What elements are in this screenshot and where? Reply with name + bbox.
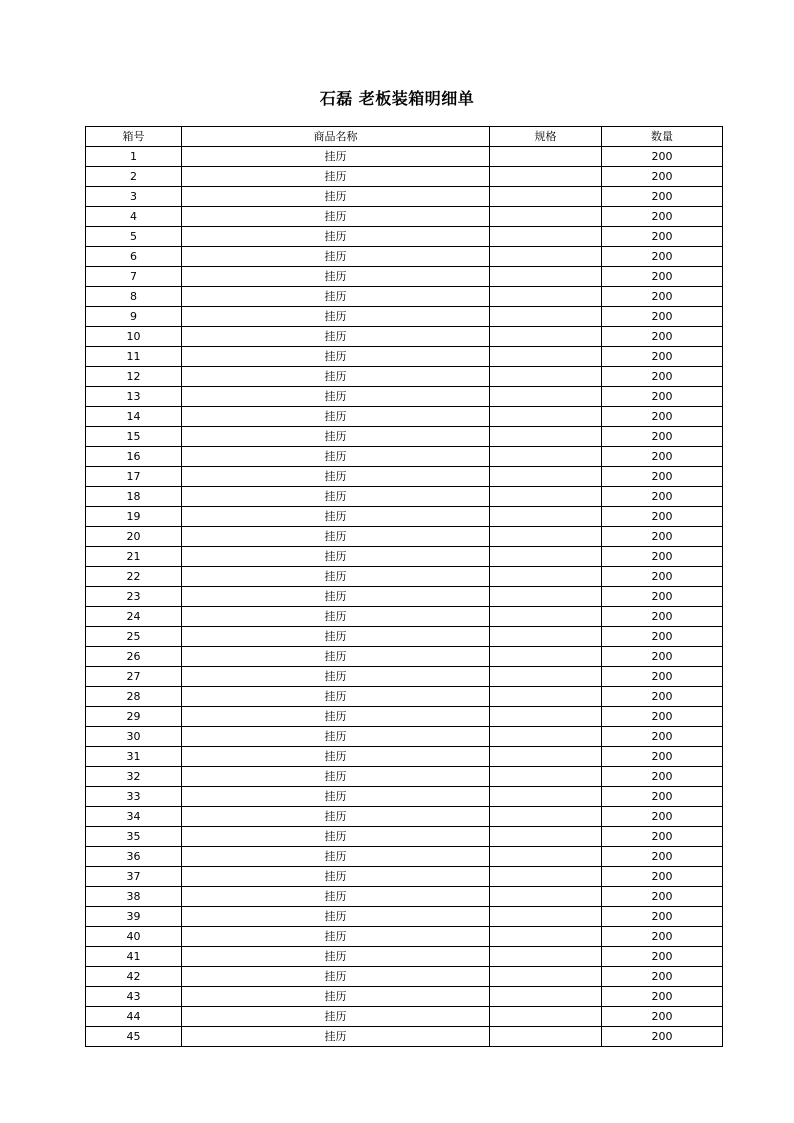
cell-box-no: 38 bbox=[86, 887, 182, 907]
cell-box-no: 1 bbox=[86, 147, 182, 167]
cell-quantity: 200 bbox=[602, 407, 723, 427]
table-row bbox=[86, 787, 723, 807]
cell-box-no: 37 bbox=[86, 867, 182, 887]
table-row bbox=[86, 607, 723, 627]
cell-product-name: 挂历 bbox=[182, 567, 490, 587]
cell-quantity: 200 bbox=[602, 447, 723, 467]
cell-product-name: 挂历 bbox=[182, 467, 490, 487]
cell-box-no: 5 bbox=[86, 227, 182, 247]
table-row bbox=[86, 927, 723, 947]
cell-product-name: 挂历 bbox=[182, 427, 490, 447]
cell-box-no: 14 bbox=[86, 407, 182, 427]
table-row bbox=[86, 727, 723, 747]
table-row bbox=[86, 427, 723, 447]
cell-box-no: 11 bbox=[86, 347, 182, 367]
table-row bbox=[86, 147, 723, 167]
cell-product-name: 挂历 bbox=[182, 227, 490, 247]
cell-product-name: 挂历 bbox=[182, 827, 490, 847]
cell-product-name: 挂历 bbox=[182, 967, 490, 987]
table-row bbox=[86, 507, 723, 527]
cell-quantity: 200 bbox=[602, 687, 723, 707]
cell-quantity: 200 bbox=[602, 367, 723, 387]
cell-box-no: 40 bbox=[86, 927, 182, 947]
table-row bbox=[86, 807, 723, 827]
cell-spec bbox=[490, 647, 602, 667]
cell-box-no: 2 bbox=[86, 167, 182, 187]
cell-quantity: 200 bbox=[602, 787, 723, 807]
cell-box-no: 9 bbox=[86, 307, 182, 327]
table-row bbox=[86, 687, 723, 707]
cell-product-name: 挂历 bbox=[182, 247, 490, 267]
cell-spec bbox=[490, 547, 602, 567]
cell-product-name: 挂历 bbox=[182, 727, 490, 747]
cell-spec bbox=[490, 767, 602, 787]
table-row bbox=[86, 627, 723, 647]
cell-quantity: 200 bbox=[602, 1027, 723, 1047]
cell-product-name: 挂历 bbox=[182, 307, 490, 327]
cell-quantity: 200 bbox=[602, 947, 723, 967]
cell-product-name: 挂历 bbox=[182, 327, 490, 347]
cell-spec bbox=[490, 507, 602, 527]
cell-quantity: 200 bbox=[602, 1007, 723, 1027]
cell-product-name: 挂历 bbox=[182, 787, 490, 807]
cell-quantity: 200 bbox=[602, 267, 723, 287]
cell-product-name: 挂历 bbox=[182, 287, 490, 307]
cell-box-no: 20 bbox=[86, 527, 182, 547]
cell-product-name: 挂历 bbox=[182, 527, 490, 547]
cell-product-name: 挂历 bbox=[182, 947, 490, 967]
table-row bbox=[86, 747, 723, 767]
cell-product-name: 挂历 bbox=[182, 847, 490, 867]
cell-product-name: 挂历 bbox=[182, 167, 490, 187]
column-header-spec: 规格 bbox=[490, 127, 602, 147]
cell-product-name: 挂历 bbox=[182, 647, 490, 667]
cell-spec bbox=[490, 467, 602, 487]
table-row bbox=[86, 327, 723, 347]
cell-spec bbox=[490, 1027, 602, 1047]
cell-product-name: 挂历 bbox=[182, 1027, 490, 1047]
cell-product-name: 挂历 bbox=[182, 867, 490, 887]
cell-box-no: 26 bbox=[86, 647, 182, 667]
cell-quantity: 200 bbox=[602, 927, 723, 947]
cell-box-no: 8 bbox=[86, 287, 182, 307]
cell-spec bbox=[490, 347, 602, 367]
cell-product-name: 挂历 bbox=[182, 807, 490, 827]
cell-quantity: 200 bbox=[602, 607, 723, 627]
cell-spec bbox=[490, 567, 602, 587]
cell-product-name: 挂历 bbox=[182, 987, 490, 1007]
packing-list-table bbox=[85, 126, 723, 1047]
table-row bbox=[86, 1027, 723, 1047]
cell-quantity: 200 bbox=[602, 827, 723, 847]
cell-box-no: 27 bbox=[86, 667, 182, 687]
cell-product-name: 挂历 bbox=[182, 367, 490, 387]
table-row bbox=[86, 707, 723, 727]
cell-quantity: 200 bbox=[602, 427, 723, 447]
cell-product-name: 挂历 bbox=[182, 627, 490, 647]
cell-box-no: 19 bbox=[86, 507, 182, 527]
cell-spec bbox=[490, 667, 602, 687]
cell-spec bbox=[490, 847, 602, 867]
cell-quantity: 200 bbox=[602, 667, 723, 687]
cell-spec bbox=[490, 307, 602, 327]
cell-quantity: 200 bbox=[602, 227, 723, 247]
cell-box-no: 39 bbox=[86, 907, 182, 927]
cell-box-no: 21 bbox=[86, 547, 182, 567]
cell-spec bbox=[490, 227, 602, 247]
table-row bbox=[86, 947, 723, 967]
cell-quantity: 200 bbox=[602, 967, 723, 987]
cell-quantity: 200 bbox=[602, 347, 723, 367]
column-header-quantity: 数量 bbox=[602, 127, 723, 147]
cell-spec bbox=[490, 587, 602, 607]
table-row bbox=[86, 647, 723, 667]
table-row bbox=[86, 487, 723, 507]
table-row bbox=[86, 967, 723, 987]
cell-spec bbox=[490, 607, 602, 627]
cell-product-name: 挂历 bbox=[182, 187, 490, 207]
cell-spec bbox=[490, 807, 602, 827]
cell-spec bbox=[490, 187, 602, 207]
cell-quantity: 200 bbox=[602, 147, 723, 167]
table-row bbox=[86, 587, 723, 607]
cell-product-name: 挂历 bbox=[182, 927, 490, 947]
cell-quantity: 200 bbox=[602, 727, 723, 747]
cell-quantity: 200 bbox=[602, 887, 723, 907]
cell-spec bbox=[490, 827, 602, 847]
table-row bbox=[86, 827, 723, 847]
table-row bbox=[86, 987, 723, 1007]
cell-spec bbox=[490, 627, 602, 647]
cell-spec bbox=[490, 727, 602, 747]
cell-quantity: 200 bbox=[602, 867, 723, 887]
cell-box-no: 36 bbox=[86, 847, 182, 867]
table-row bbox=[86, 547, 723, 567]
cell-quantity: 200 bbox=[602, 187, 723, 207]
table-row bbox=[86, 907, 723, 927]
table-row bbox=[86, 307, 723, 327]
cell-spec bbox=[490, 1007, 602, 1027]
cell-box-no: 42 bbox=[86, 967, 182, 987]
table-row bbox=[86, 287, 723, 307]
table-row bbox=[86, 367, 723, 387]
table-row bbox=[86, 347, 723, 367]
cell-product-name: 挂历 bbox=[182, 687, 490, 707]
cell-spec bbox=[490, 167, 602, 187]
cell-quantity: 200 bbox=[602, 287, 723, 307]
cell-product-name: 挂历 bbox=[182, 607, 490, 627]
cell-product-name: 挂历 bbox=[182, 507, 490, 527]
cell-spec bbox=[490, 527, 602, 547]
cell-box-no: 44 bbox=[86, 1007, 182, 1027]
cell-spec bbox=[490, 927, 602, 947]
cell-spec bbox=[490, 987, 602, 1007]
cell-quantity: 200 bbox=[602, 767, 723, 787]
cell-quantity: 200 bbox=[602, 647, 723, 667]
table-body bbox=[86, 147, 723, 1047]
cell-quantity: 200 bbox=[602, 547, 723, 567]
cell-product-name: 挂历 bbox=[182, 887, 490, 907]
cell-spec bbox=[490, 967, 602, 987]
cell-product-name: 挂历 bbox=[182, 587, 490, 607]
table-row bbox=[86, 167, 723, 187]
cell-spec bbox=[490, 687, 602, 707]
cell-box-no: 12 bbox=[86, 367, 182, 387]
cell-product-name: 挂历 bbox=[182, 767, 490, 787]
cell-spec bbox=[490, 907, 602, 927]
cell-box-no: 35 bbox=[86, 827, 182, 847]
table-row bbox=[86, 407, 723, 427]
cell-box-no: 33 bbox=[86, 787, 182, 807]
cell-quantity: 200 bbox=[602, 747, 723, 767]
table-row bbox=[86, 207, 723, 227]
cell-product-name: 挂历 bbox=[182, 447, 490, 467]
table-header-row bbox=[86, 127, 723, 147]
cell-box-no: 6 bbox=[86, 247, 182, 267]
cell-product-name: 挂历 bbox=[182, 547, 490, 567]
table-row bbox=[86, 527, 723, 547]
cell-quantity: 200 bbox=[602, 507, 723, 527]
cell-quantity: 200 bbox=[602, 627, 723, 647]
cell-product-name: 挂历 bbox=[182, 487, 490, 507]
table-row bbox=[86, 267, 723, 287]
cell-box-no: 23 bbox=[86, 587, 182, 607]
cell-box-no: 34 bbox=[86, 807, 182, 827]
table-row bbox=[86, 567, 723, 587]
cell-product-name: 挂历 bbox=[182, 907, 490, 927]
cell-quantity: 200 bbox=[602, 467, 723, 487]
table-row bbox=[86, 227, 723, 247]
cell-spec bbox=[490, 887, 602, 907]
cell-spec bbox=[490, 247, 602, 267]
table-row bbox=[86, 247, 723, 267]
cell-box-no: 22 bbox=[86, 567, 182, 587]
table-row bbox=[86, 387, 723, 407]
cell-product-name: 挂历 bbox=[182, 387, 490, 407]
cell-box-no: 13 bbox=[86, 387, 182, 407]
cell-spec bbox=[490, 427, 602, 447]
cell-quantity: 200 bbox=[602, 307, 723, 327]
table-row bbox=[86, 667, 723, 687]
cell-box-no: 18 bbox=[86, 487, 182, 507]
cell-box-no: 25 bbox=[86, 627, 182, 647]
cell-box-no: 30 bbox=[86, 727, 182, 747]
cell-box-no: 43 bbox=[86, 987, 182, 1007]
column-header-product-name: 商品名称 bbox=[182, 127, 490, 147]
cell-spec bbox=[490, 487, 602, 507]
column-header-box-no: 箱号 bbox=[86, 127, 182, 147]
cell-spec bbox=[490, 747, 602, 767]
cell-spec bbox=[490, 367, 602, 387]
cell-quantity: 200 bbox=[602, 527, 723, 547]
cell-quantity: 200 bbox=[602, 207, 723, 227]
cell-spec bbox=[490, 787, 602, 807]
cell-product-name: 挂历 bbox=[182, 1007, 490, 1027]
table-row bbox=[86, 767, 723, 787]
cell-product-name: 挂历 bbox=[182, 147, 490, 167]
cell-quantity: 200 bbox=[602, 587, 723, 607]
cell-quantity: 200 bbox=[602, 247, 723, 267]
cell-product-name: 挂历 bbox=[182, 267, 490, 287]
cell-spec bbox=[490, 207, 602, 227]
cell-quantity: 200 bbox=[602, 987, 723, 1007]
cell-quantity: 200 bbox=[602, 907, 723, 927]
cell-box-no: 10 bbox=[86, 327, 182, 347]
cell-box-no: 15 bbox=[86, 427, 182, 447]
cell-spec bbox=[490, 407, 602, 427]
cell-spec bbox=[490, 447, 602, 467]
cell-spec bbox=[490, 327, 602, 347]
cell-spec bbox=[490, 287, 602, 307]
cell-spec bbox=[490, 867, 602, 887]
cell-quantity: 200 bbox=[602, 387, 723, 407]
cell-product-name: 挂历 bbox=[182, 407, 490, 427]
table-row bbox=[86, 467, 723, 487]
cell-box-no: 4 bbox=[86, 207, 182, 227]
cell-product-name: 挂历 bbox=[182, 747, 490, 767]
cell-box-no: 28 bbox=[86, 687, 182, 707]
cell-box-no: 32 bbox=[86, 767, 182, 787]
table-row bbox=[86, 447, 723, 467]
page-title: 石磊 老板装箱明细单 bbox=[319, 89, 475, 108]
cell-quantity: 200 bbox=[602, 487, 723, 507]
cell-spec bbox=[490, 947, 602, 967]
cell-quantity: 200 bbox=[602, 567, 723, 587]
cell-product-name: 挂历 bbox=[182, 207, 490, 227]
cell-box-no: 45 bbox=[86, 1027, 182, 1047]
cell-spec bbox=[490, 387, 602, 407]
cell-quantity: 200 bbox=[602, 707, 723, 727]
cell-box-no: 31 bbox=[86, 747, 182, 767]
cell-quantity: 200 bbox=[602, 807, 723, 827]
cell-box-no: 3 bbox=[86, 187, 182, 207]
table-row bbox=[86, 867, 723, 887]
cell-box-no: 16 bbox=[86, 447, 182, 467]
cell-product-name: 挂历 bbox=[182, 667, 490, 687]
table-row bbox=[86, 887, 723, 907]
table-row bbox=[86, 847, 723, 867]
cell-quantity: 200 bbox=[602, 847, 723, 867]
cell-spec bbox=[490, 267, 602, 287]
cell-quantity: 200 bbox=[602, 327, 723, 347]
cell-product-name: 挂历 bbox=[182, 707, 490, 727]
cell-spec bbox=[490, 707, 602, 727]
cell-box-no: 29 bbox=[86, 707, 182, 727]
cell-quantity: 200 bbox=[602, 167, 723, 187]
cell-product-name: 挂历 bbox=[182, 347, 490, 367]
table-row bbox=[86, 187, 723, 207]
cell-box-no: 7 bbox=[86, 267, 182, 287]
cell-box-no: 24 bbox=[86, 607, 182, 627]
cell-box-no: 41 bbox=[86, 947, 182, 967]
table-row bbox=[86, 1007, 723, 1027]
cell-spec bbox=[490, 147, 602, 167]
cell-box-no: 17 bbox=[86, 467, 182, 487]
